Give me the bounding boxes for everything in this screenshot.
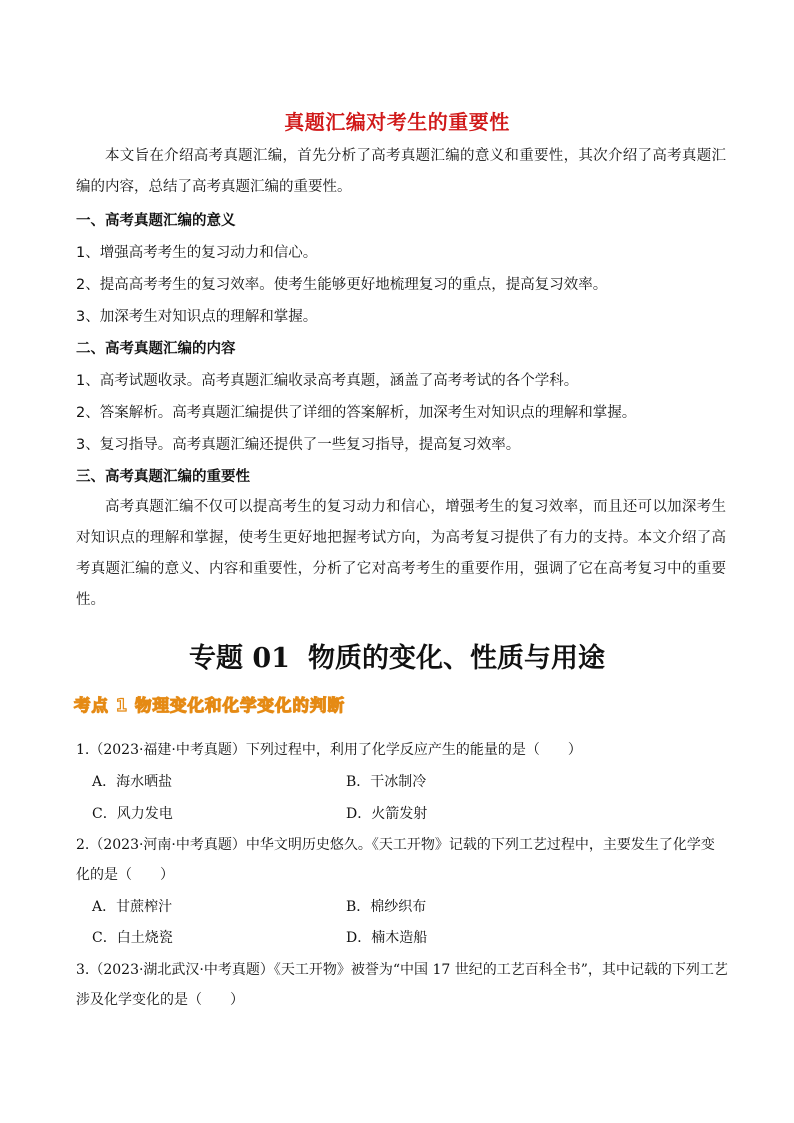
question-1-option-c: C．风力发电 [92, 806, 173, 822]
intro-paragraph: 本文旨在介绍高考真题汇编，首先分析了高考真题汇编的意义和重要性，其次介绍了高考真题汇编的内容，总结了高考真题汇编的重要性。 [76, 148, 726, 195]
section2-item-2: 2、答案解析。高考真题汇编提供了详细的答案解析，加深考生对知识点的理解和掌握。 [76, 405, 637, 421]
section3-paragraph: 高考真题汇编不仅可以提高考生的复习动力和信心，增强考生的复习效率，而且还可以加深考生对知识点的理解和掌握，使考生更好地把握考试方向，为高考复习提供了有力的支持。本文介绍了高考真题汇编的意义、内容和重要性，分析了它对高考考生的重要作用，强调了它在高考复习中的重要性。 [76, 499, 726, 608]
section2-heading: 二、高考真题汇编的内容 [76, 341, 236, 357]
question-1-option-b: B．干冰制冷 [346, 774, 427, 790]
topic-number: 专题 01 [189, 643, 290, 674]
topic-name: 物质的变化、性质与用途 [307, 643, 605, 674]
section1-heading: 一、高考真题汇编的意义 [76, 213, 236, 229]
topic-heading [0, 636, 794, 675]
section3-heading: 三、高考真题汇编的重要性 [76, 469, 250, 485]
question-2-option-d: D．楠木造船 [346, 930, 428, 946]
question-2-stem-line2: 化的是（ ） [76, 867, 174, 883]
kaodian-heading: 考点 1 物理变化和化学变化的判断 [74, 696, 345, 715]
question-2-stem-line1: 2.（2023·河南·中考真题）中华文明历史悠久。《天工开物》记载的下列工艺过程中，主要发生了化学变 [76, 837, 715, 853]
section1-item-3: 3、加深考生对知识点的理解和掌握。 [76, 309, 318, 325]
section2-item-1: 1、高考试题收录。高考真题汇编收录高考真题，涵盖了高考考试的各个学科。 [76, 373, 579, 389]
question-1-option-a: A．海水晒盐 [92, 774, 173, 790]
section1-item-2: 2、提高高考考生的复习效率。使考生能够更好地梳理复习的重点，提高复习效率。 [76, 277, 608, 293]
question-1-option-d: D．火箭发射 [346, 806, 428, 822]
question-2-option-a: A．甘蔗榨汁 [92, 899, 173, 915]
section2-item-3: 3、复习指导。高考真题汇编还提供了一些复习指导，提高复习效率。 [76, 437, 521, 453]
question-2-option-c: C．白土烧瓷 [92, 930, 173, 946]
question-2-option-b: B．棉纱织布 [346, 899, 427, 915]
question-3-stem-line2: 涉及化学变化的是（ ） [76, 992, 244, 1008]
question-1-stem: 1.（2023·福建·中考真题）下列过程中，利用了化学反应产生的能量的是（ ） [76, 742, 582, 758]
document-title: 真题汇编对考生的重要性 [284, 110, 510, 134]
section1-item-1: 1、增强高考考生的复习动力和信心。 [76, 245, 318, 261]
question-3-stem-line1: 3.（2023·湖北武汉·中考真题）《天工开物》被誉为“中国 17 世纪的工艺百科全书”，其中记载的下列工艺 [76, 962, 728, 978]
